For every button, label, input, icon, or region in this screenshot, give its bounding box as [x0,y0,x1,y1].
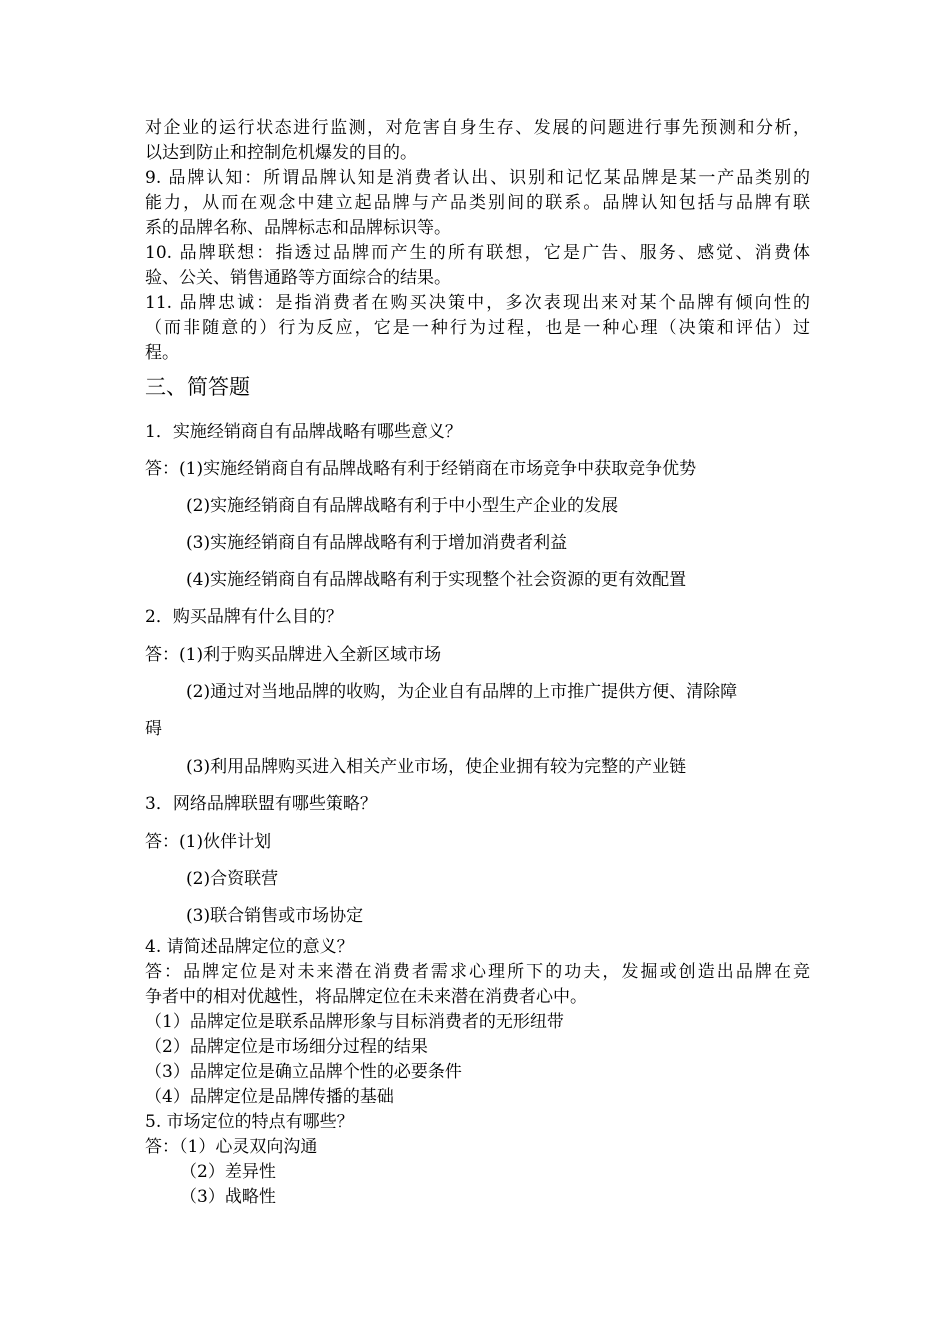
q4-question: 4. 请简述品牌定位的意义？ [145,937,354,957]
q3-answer-3: (3)联合销售或市场协定 [186,906,364,926]
item10-line-1: 10. 品牌联想：指透过品牌而产生的所有联想，它是广告、服务、感觉、消费体 [145,243,810,263]
intro-line-1: 对企业的运行状态进行监测，对危害自身生存、发展的问题进行事先预测和分析， [145,118,810,138]
q1-answer-1: 答：(1)实施经销商自有品牌战略有利于经销商在市场竞争中获取竞争优势 [145,459,697,479]
q4-point-4: （4）品牌定位是品牌传播的基础 [145,1087,394,1107]
q4-point-3: （3）品牌定位是确立品牌个性的必要条件 [145,1062,462,1082]
q2-answer-1: 答：(1)利于购买品牌进入全新区域市场 [145,645,442,665]
q5-question: 5. 市场定位的特点有哪些？ [145,1112,354,1132]
q2-answer-3: (3)利用品牌购买进入相关产业市场，使企业拥有较为完整的产业链 [186,757,687,777]
q3-answer-1: 答：(1)伙伴计划 [145,832,272,852]
item11-line-1: 11. 品牌忠诚：是指消费者在购买决策中，多次表现出来对某个品牌有倾向性的 [145,293,810,313]
q1-answer-2: (2)实施经销商自有品牌战略有利于中小型生产企业的发展 [186,496,619,516]
q3-answer-2: (2)合资联营 [186,869,279,889]
item9-line-1: 9. 品牌认知：所谓品牌认知是消费者认出、识别和记忆某品牌是某一产品类别的 [145,168,810,188]
q2-answer-2-line-1: (2)通过对当地品牌的收购，为企业自有品牌的上市推广提供方便、清除障 [186,682,738,702]
q4-answer-line-2: 争者中的相对优越性，将品牌定位在未来潜在消费者心中。 [145,987,587,1007]
item9-line-3: 系的品牌名称、品牌标志和品牌标识等。 [145,218,451,238]
intro-line-2: 以达到防止和控制危机爆发的目的。 [145,143,417,163]
item9-line-2: 能力，从而在观念中建立起品牌与产品类别间的联系。品牌认知包括与品牌有联 [145,193,810,213]
q4-point-1: （1）品牌定位是联系品牌形象与目标消费者的无形纽带 [145,1012,564,1032]
q1-answer-4: (4)实施经销商自有品牌战略有利于实现整个社会资源的更有效配置 [186,570,687,590]
q5-point-2: （2）差异性 [180,1162,276,1182]
q1-answer-3: (3)实施经销商自有品牌战略有利于增加消费者利益 [186,533,568,553]
item10-line-2: 验、公关、销售通路等方面综合的结果。 [145,268,451,288]
section-title: 三、简答题 [145,375,250,399]
q2-question: 2．购买品牌有什么目的？ [145,607,343,627]
q3-question: 3．网络品牌联盟有哪些策略？ [145,794,377,814]
q1-question: 1．实施经销商自有品牌战略有哪些意义？ [145,422,462,442]
q4-point-2: （2）品牌定位是市场细分过程的结果 [145,1037,428,1057]
q4-answer-line-1: 答：品牌定位是对未来潜在消费者需求心理所下的功夫，发掘或创造出品牌在竞 [145,962,810,982]
q2-answer-2-line-2: 碍 [145,719,162,739]
q5-answer-1: 答：（1）心灵双向沟通 [145,1137,318,1157]
item11-line-2: （而非随意的）行为反应，它是一种行为过程，也是一种心理（决策和评估）过 [145,318,810,338]
q5-point-3: （3）战略性 [180,1187,276,1207]
item11-line-3: 程。 [145,343,179,363]
